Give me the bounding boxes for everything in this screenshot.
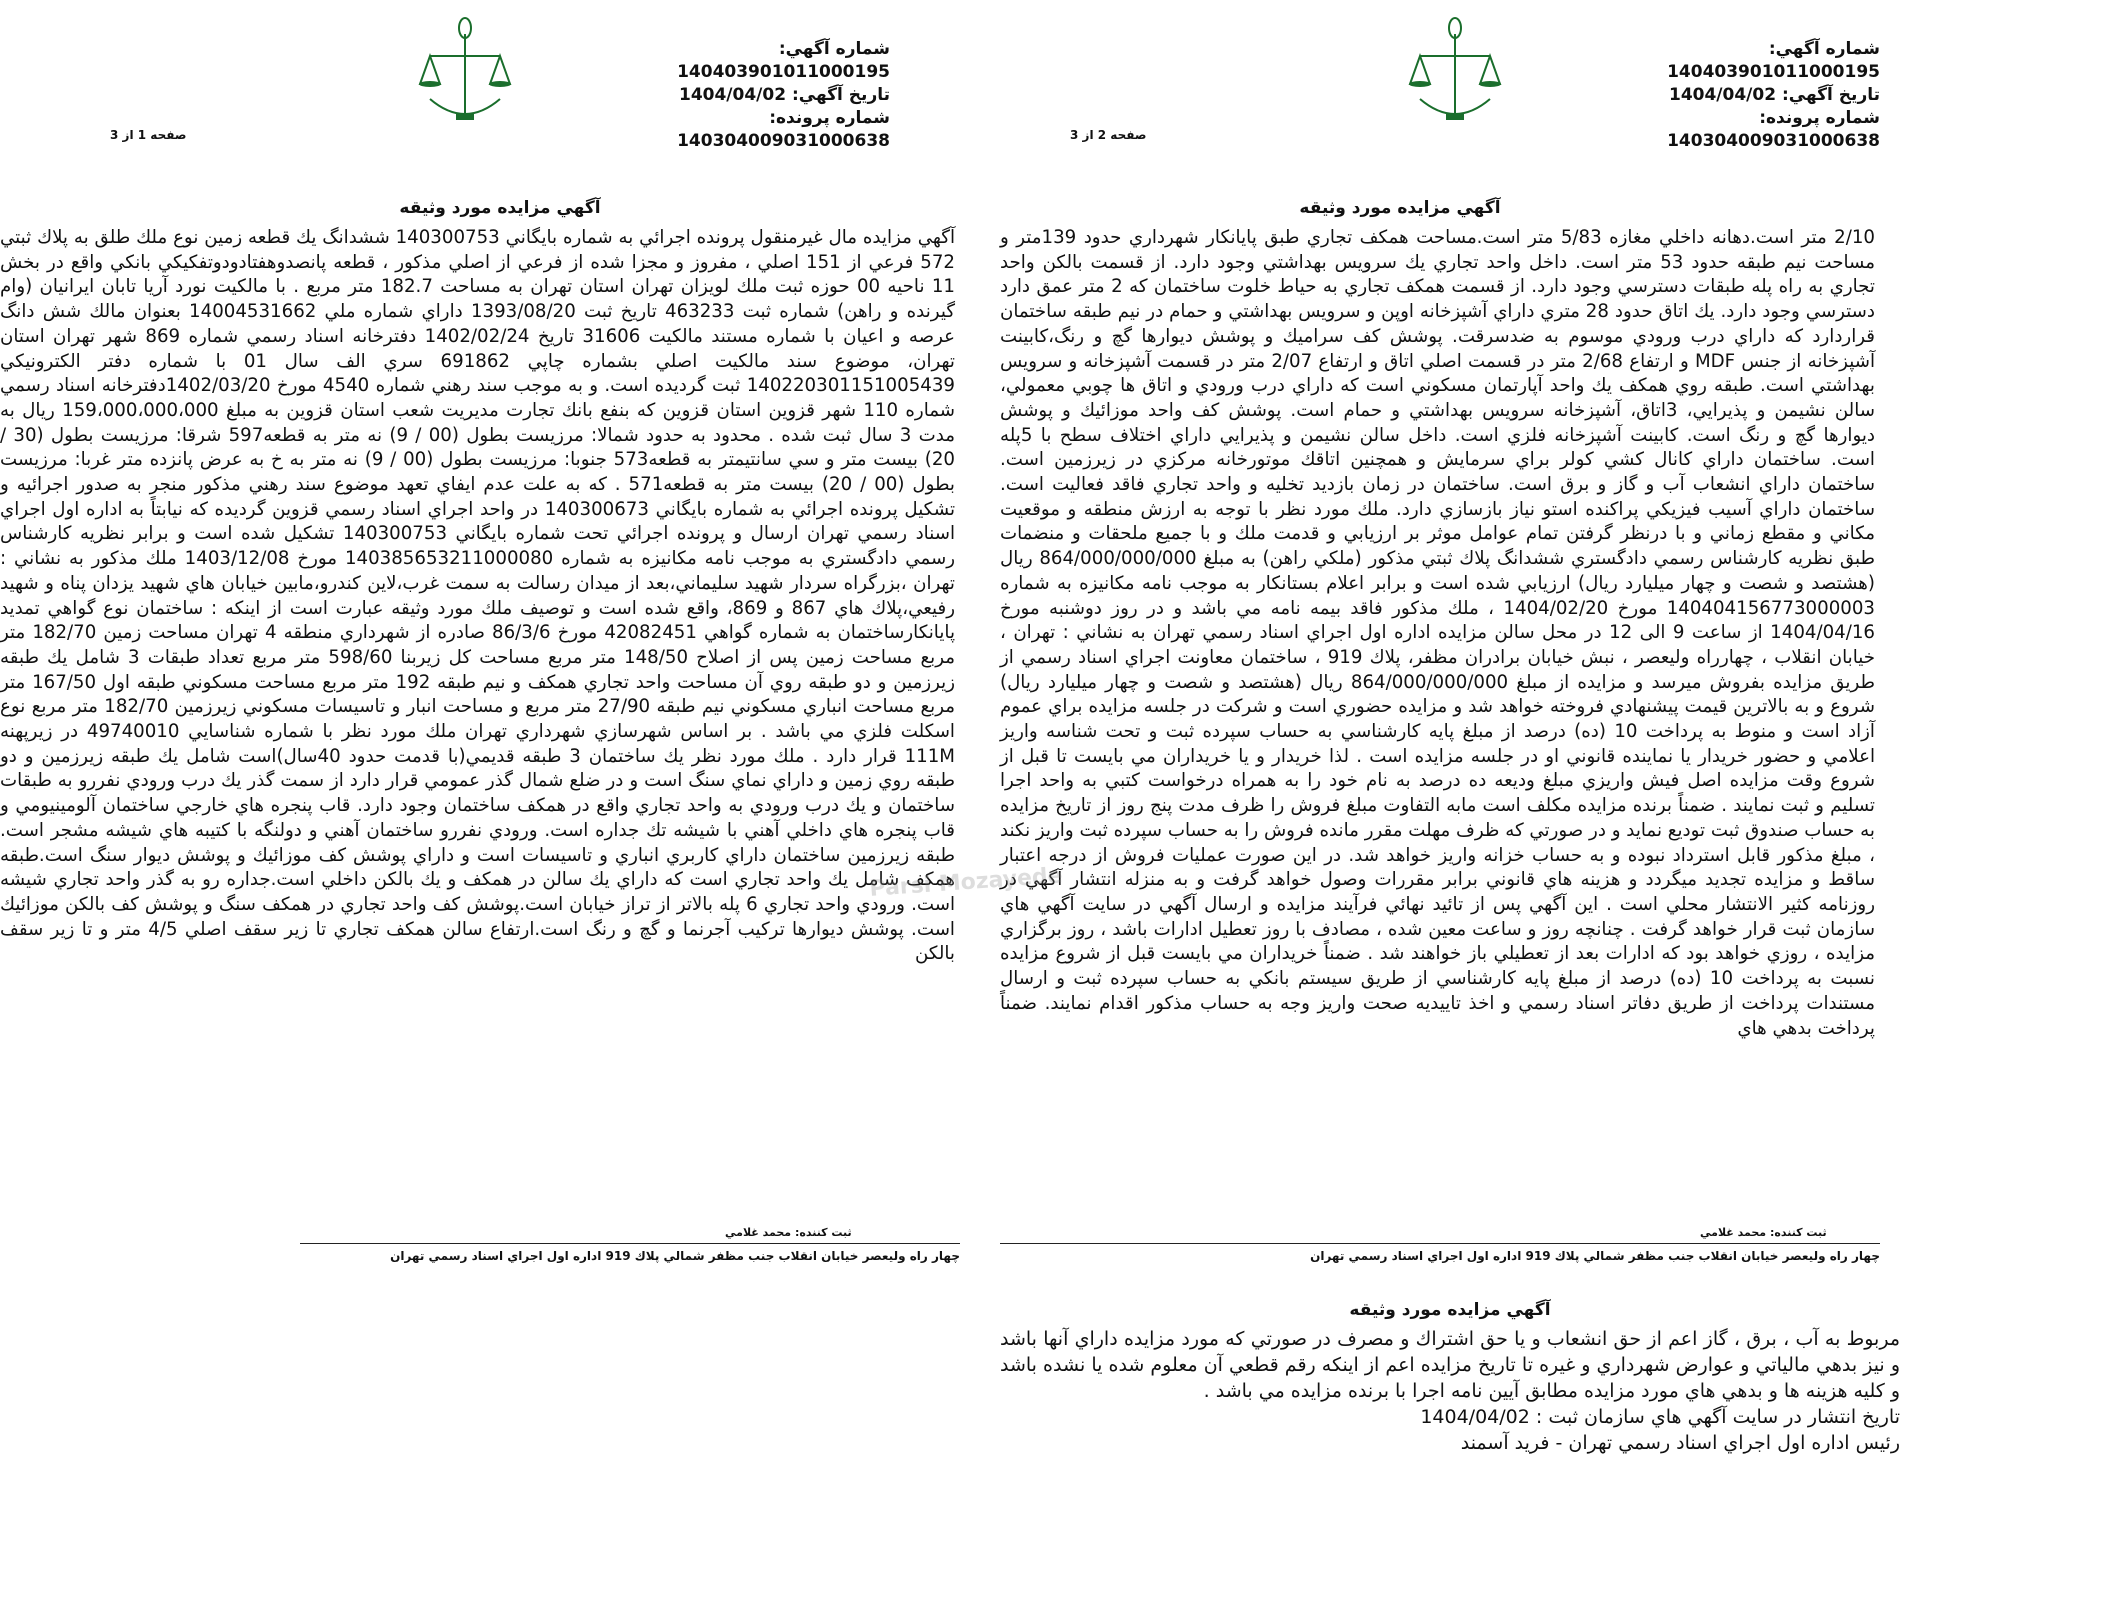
- divider: [1000, 1243, 1880, 1244]
- ad-body: 2/10 متر است.دهانه داخلي مغازه 5/83 متر است.مساحت همكف تجاري طبق پايانكار شهرداري حدود 139متر و مساحت نيم طبقه حدود 53 متر است. داخل واحد تجاري يك سرويس بهداشتي وجود دارد. از قسمت بالكن واحد تجاري به راه پله طبقات دسترسي وجود دارد. از قسمت همكف تجاري به حياط خلوت ساختمان كه 2 متر عمق دارد دسترسي وجود دارد. يك اتاق حدود 28 متري داراي آشپزخانه اوپن و سرويس بهداشتي و حمام در نيم طبقه ساختمان قراردارد كه داراي درب ورودي موسوم به ضدسرقت. پوشش كف سراميك و پوشش ديوارها گچ و رنگ،كابينت آشپزخانه از جنس MDF و ارتفاع 2/68 متر در قسمت اصلي اتاق و ارتفاع 2/07 متر در قسمت آشپزخانه و سرويس بهداشتي است. طبقه روي همكف يك واحد آپارتمان مسكوني است كه داراي درب ورودي و اتاق ها چوبي معمولي، سالن نشيمن و پذيرايي، 3اتاق، آشپزخانه سرويس بهداشتي و حمام است. پوشش كف واحد موزائيك و پوشش ديوارها گچ و رنگ است. كابينت آشپزخانه فلزي است. داخل سالن نشيمن و پذيرايي داراي اختلاف سطح با 5پله است. ساختمان داراي كانال كشي كولر براي سرمايش و همچنين اتاقك موتورخانه مركزي در زيرزمين است. ساختمان داراي انشعاب آب و گاز و برق است. ساختمان در زمان بازديد تخليه و واحد تجاري فاقد فعاليت است. ساختمان داراي آسيب فيزيكي پراكنده استو نياز بازسازي دارد. ملك مورد نظر با توجه به ارزش منطقه و موقعيت مكاني و مقطع زماني و با درنظر گرفتن تمام عوامل موثر بر ارزيابي و قدمت ملك و با جميع ملحقات و منضمات طبق نظريه كارشناس رسمي دادگستري ششدانگ پلاك ثبتي مذكور (ملكي راهن) به مبلغ 864/000/000/000 ريال (هشتصد و شصت و چهار ميليارد ريال) ارزيابي شده است و برابر اعلام بستانكار به موجب نامه مكانيزه به شماره 140404156773000003 مورخ 1404/02/20 ، ملك مذكور فاقد بيمه نامه مي باشد و در روز دوشنبه مورخ 1404/04/16 از ساعت 9 الى 12 در محل سالن مزايده اداره اول اجراي اسناد رسمي تهران به نشاني : تهران ، خيابان انقلاب ، چهارراه وليعصر ، نبش خيابان برادران مظفر، پلاك 919 ، ساختمان معاونت اجراي اسناد رسمي از طريق مزايده بفروش ميرسد و مزايده از مبلغ 864/000/000/000 ريال (هشتصد و شصت و چهار ميليارد ريال) شروع و به بالاترين قيمت پيشنهادي فروخته خواهد شد و مزايده حضوري است و شركت در جلسه مزايده براي عموم آزاد است و منوط به پرداخت 10 (ده) درصد از مبلغ پايه كارشناسي به حساب سپرده ثبت و تحت شناسه واريز اعلامي و حضور خريدار يا نماينده قانوني او در جلسه مزايده است . لذا خريدار و يا خريداران مي بايست تا قبل از شروع وقت مزايده اصل فيش واريزي مبلغ وديعه ده درصد به نام خود را به همراه درخواست كتبي به واحد اجرا تسليم و ثبت نمايند . ضمناً برنده مزايده مكلف است مابه التفاوت مبلغ فروش را ظرف مدت پنج روز از تاريخ مزايده به حساب صندوق ثبت توديع نمايد و در صورتي كه ظرف مهلت مقرر مانده فروش را به حساب سپرده ثبت واريز نكند ، مبلغ مذكور قابل استرداد نبوده و به حساب خزانه واريز خواهد شد. در اين صورت عمليات فروش از درجه اعتبار ساقط و مزايده تجديد ميگردد و هزينه هاي قانوني برابر مقررات وصول خواهد گرفت و به منزله انتشار آگهي در روزنامه كثير الانتشار محلي است . اين آگهي پس از تائيد نهائي فرآيند مزايده و ارسال آگهي در سايت آگهي هاي سازمان ثبت قرار خواهد گرفت . چنانچه روز و ساعت معين شده ، مصادف با روز تعطيل ادارات باشد ، روز برگزاري مزايده ، روزي خواهد بود كه ادارات بعد از تعطيلي باز خواهند شد . ضمناً خريداران مي بايست قبل از شروع مزايده نسبت به پرداخت 10 (ده) درصد از مبلغ پايه كارشناسي از طريق سيستم بانكي به حساب سپرده ثبت و ارسال مستندات پرداخت از طريق دفاتر اسناد رسمي و اخذ تاييديه صحت واريز وجه به حساب مذكور اقدام نمايند. ضمناً پرداخت بدهي هاي: [1000, 227, 1876, 1039]
- file-number: 140304009031000638: [677, 131, 890, 151]
- ad-body: آگهي مزايده مال غيرمنقول پرونده اجرائي به شماره بايگاني 140300753 ششدانگ يك قطعه زمين نوع ملك طلق به پلاك ثبتي 572 فرعي از 151 اصلي ، مفروز و مجزا شده از فرعي از اصلي مذكور ، قطعه پانصدوهفتادودوتفكيكي بانكي واقع در بخش 11 ناحيه 00 حوزه ثبت ملك لويزان تهران استان تهران به مساحت 182.7 متر مربع . با مالكيت نورد آريا تابان ايرانيان (وام گيرنده و راهن) شماره ثبت 463233 تاريخ ثبت 1393/08/20 داراي شماره ملي 14004531662 بعنوان مالك شش دانگ عرصه و اعيان با شماره مستند مالكيت 31606 تاريخ 1402/02/24 دفترخانه اسناد رسمي شماره 869 شهر تهران استان تهران، موضوع سند مالكيت اصلي بشماره چاپي 691862 سري الف سال 01 با شماره دفتر الكترونيكي 140220301151005439 ثبت گرديده است. و به موجب سند رهني شماره 4540 مورخ 1402/03/20دفترخانه اسناد رسمي شماره 110 شهر قزوين استان قزوين كه بنفع بانك تجارت مديريت شعب استان قزوين به مبلغ 159،000،000،000 ريال به مدت 3 سال ثبت شده . محدود به حدود شمالا: مرزيست بطول (00 / 9) نه متر به قطعه597 شرقا: مرزيست بطول (30 / 20) بيست متر و سي سانتيمتر به قطعه573 جنوبا: مرزيست بطول (00 / 9) نه متر به خ به عرض پانزده متر غربا: مرزيست بطول (00 / 20) بيست متر به قطعه571 . كه به علت عدم ايفاي تعهد موضوع سند رهني مذكور منجر به صدور اجرائيه و تشكيل پرونده اجرائي به شماره بايگاني 140300673 در واحد اجراي اسناد رسمي قزوين گرديده كه نيابتاً به اداره اول اجراي اسناد رسمي تهران ارسال و پرونده اجرائي تحت شماره بايگاني 140300753 تشكيل شده است و برابر نظريه كارشناس رسمي دادگستري به موجب نامه مكانيزه به شماره 140385653211000080 مورخ 1403/12/08 ملك مذكور به نشاني : تهران ،بزرگراه سردار شهيد سليماني،بعد از ميدان رسالت به سمت غرب،لاين كندرو،مابين خيابان هاي شهيد يزدان پناه و شهيد رفيعي،پلاك هاي 867 و 869، واقع شده است و توصيف ملك مورد وثيقه عبارت است از اينكه : ساختمان نوع گواهي تمديد پايانكارساختمان به شماره گواهي 42082451 مورخ 86/3/6 صادره از شهرداري منطقه 4 تهران مساحت زمين 182/70 متر مربع مساحت زمين پس از اصلاح 148/50 متر مربع مساحت كل زيربنا 598/60 متر مربع تعداد طبقات 3 شامل يك طبقه زيرزمين و دو طبقه روي آن مساحت واحد تجاري همكف و نيم طبقه 192 متر مربع مساحت مسكوني طبقه اول 167/50 متر مربع مساحت انباري مسكوني نيم طبقه 27/90 متر مربع و مساحت انبار و تاسيسات مسكوني زيرزمين 182/70 متر مربع نوع اسكلت فلزي مي باشد . بر اساس شهرسازي شهرداري تهران ملك مورد نظر با شماره شناسايي 49740010 در زيرپهنه 111M قرار دارد . ملك مورد نظر يك ساختمان 3 طبقه قديمي(با قدمت حدود 40سال)است شامل يك طبقه زيرزمين و دو طبقه روي زمين و داراي نماي سنگ است و در ضلع شمال گذر عمومي قرار دارد از سمت گذر يك درب ورودي نفررو به طبقات ساختمان و يك درب ورودي به واحد تجاري واقع در همكف ساختمان وجود دارد. قاب پنجره هاي خارجي ساختمان آلومينيومي و قاب پنجره هاي داخلي آهني با شيشه تك جداره است. ورودي نفررو ساختمان آهني و دولنگه با كتيبه هاي شيشه مشجر است. طبقه زيرزمين ساختمان داراي كاربري انباري و تاسيسات است و داراي پوشش كف موزائيك و پوشش ديوار سنگ است.طبقه همكف شامل يك واحد تجاري است كه داراي يك سالن در همكف و يك بالكن داخلي است.جداره رو به گذر واحد تجاري شيشه است. ورودي واحد تجاري 6 پله بالاتر از تراز خيابان است.پوشش كف واحد تجاري در همكف سنگ و پوشش كف بالكن موزائيك است. پوشش ديوارها تركيب آجرنما و گچ و رنگ است.ارتفاع سالن همكف تجاري تا زير سقف اصلي 4/5 متر و تا زير سقف بالكن: [0, 227, 956, 965]
- ad-number-label: شماره آگهي:: [1768, 39, 1880, 59]
- ad-page-2: [1000, 0, 2116, 1263]
- office-address-footer: چهار راه وليعصر خيابان انقلاب جنب مظفر شمالي پلاك 919 اداره اول اجراي اسناد رسمي تهران: [390, 1249, 960, 1263]
- watermark: Parsi Mozayede: [868, 863, 1064, 902]
- publish-date-line: تاريخ انتشار در سايت آگهي هاي سازمان ثبت : 1404/04/02: [1420, 1406, 1900, 1428]
- file-number-label: شماره پرونده:: [769, 108, 890, 128]
- ad-number-label: شماره آگهي:: [778, 39, 890, 59]
- ad-title: آگهي مزايده مورد وثيقه: [1299, 198, 1501, 218]
- file-number-label: شماره پرونده:: [1759, 108, 1880, 128]
- ad-date-label: تاريخ آگهي:: [1781, 85, 1880, 105]
- ad-title: آگهي مزايده مورد وثيقه: [399, 198, 601, 218]
- ad-number: 140403901011000195: [677, 62, 890, 82]
- signer-name: محمد غلامي: [725, 1226, 792, 1239]
- page-number: صفحه 2 از 3: [1070, 128, 1147, 142]
- signer: [725, 1226, 852, 1239]
- ad-page-3: [1000, 1300, 1900, 1454]
- signer-label: ثبت كننده:: [1769, 1226, 1827, 1239]
- file-number: 140304009031000638: [1667, 131, 1880, 151]
- ad-meta-block: [1570, 38, 1880, 153]
- signer-label: ثبت كننده:: [794, 1226, 852, 1239]
- ad-title: آگهي مزايده مورد وثيقه: [1349, 1300, 1551, 1320]
- ad-date-label: تاريخ آگهي:: [791, 85, 890, 105]
- ad-number: 140403901011000195: [1667, 62, 1880, 82]
- office-address-footer: چهار راه وليعصر خيابان انقلاب جنب مظفر شمالي پلاك 919 اداره اول اجراي اسناد رسمي تهران: [1310, 1249, 1880, 1263]
- judiciary-emblem-icon: [390, 4, 540, 152]
- ad-meta-block: [590, 38, 890, 153]
- ad-date: 1404/04/02: [678, 85, 787, 105]
- page-number: صفحه 1 از 3: [110, 128, 187, 142]
- divider: [300, 1243, 960, 1244]
- ad-date: 1404/04/02: [1668, 85, 1777, 105]
- signer: [1700, 1226, 1827, 1239]
- ad-page-1: [0, 0, 1000, 1263]
- judiciary-emblem-icon: [1380, 4, 1530, 152]
- head-of-office-line: رئيس اداره اول اجراي اسناد رسمي تهران - فريد آسمند: [1460, 1432, 1900, 1454]
- ad-body: مربوط به آب ، برق ، گاز اعم از حق انشعاب و يا حق اشتراك و مصرف در صورتي كه مورد مزايده داراي آنها باشد و نيز بدهي مالياتي و عوارض شهرداري و غيره تا تاريخ مزايده اعم از اينكه رقم قطعي آن معلوم شده يا نشده باشد و كليه هزينه ها و بدهي هاي مورد مزايده مطابق آيين نامه اجرا با برنده مزايده مي باشد .: [1000, 1328, 1900, 1402]
- signer-name: محمد غلامي: [1700, 1226, 1767, 1239]
